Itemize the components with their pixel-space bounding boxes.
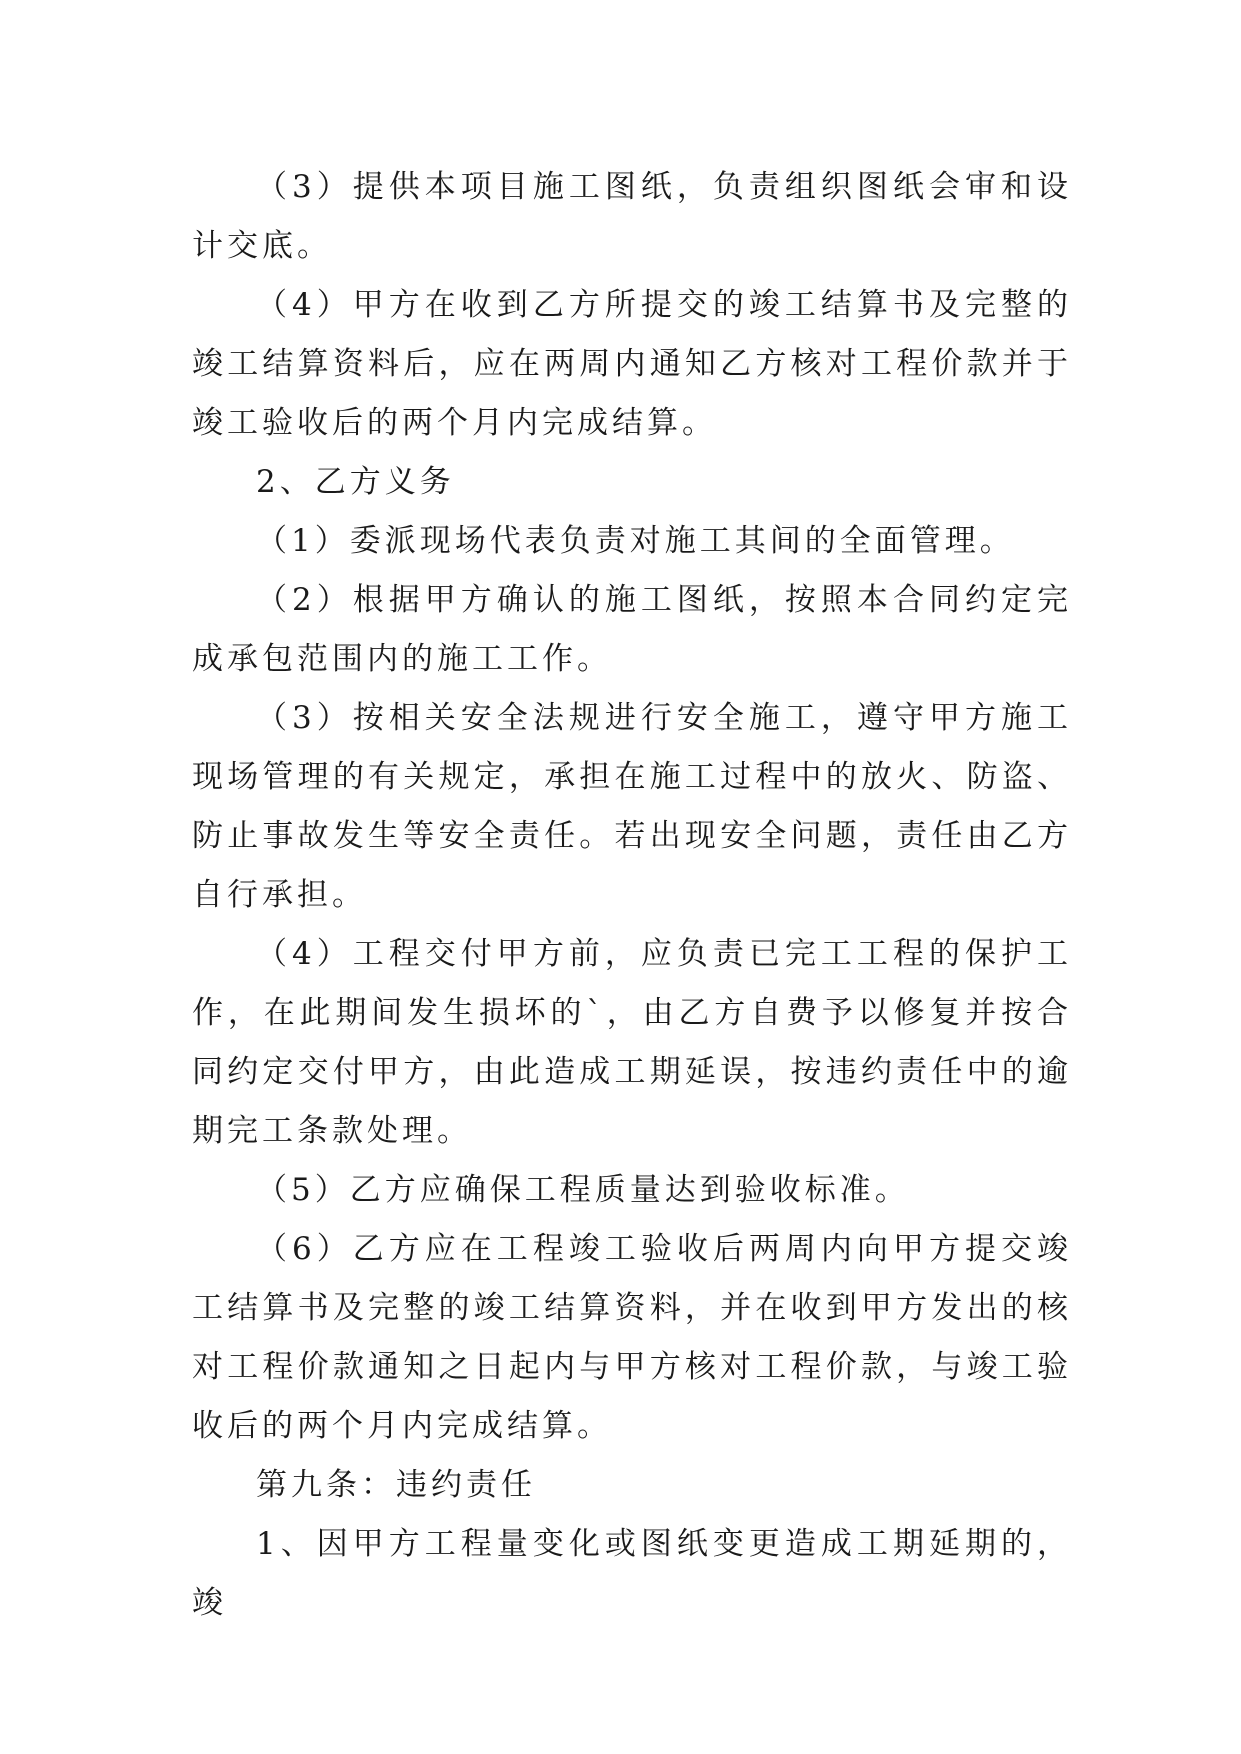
- paragraph-party-b-3: （3）按相关安全法规进行安全施工，遵守甲方施工现场管理的有关规定，承担在施工过程中的放火、防盗、防止事故发生等安全责任。若出现安全问题，责任由乙方自行承担。: [192, 700, 1072, 913]
- document-body: [192, 158, 1072, 1633]
- paragraph-party-b-2: （2）根据甲方确认的施工图纸，按照本合同约定完成承包范围内的施工工作。: [192, 582, 1072, 677]
- paragraph-party-a-4: （4）甲方在收到乙方所提交的竣工结算书及完整的竣工结算资料后，应在两周内通知乙方核对工程价款并于竣工验收后的两个月内完成结算。: [192, 287, 1072, 441]
- paragraph-party-b-5: （5）乙方应确保工程质量达到验收标准。: [256, 1172, 910, 1208]
- paragraph-party-a-3: （3）提供本项目施工图纸，负责组织图纸会审和设计交底。: [192, 169, 1072, 264]
- article-heading-breach-liability: 第九条：违约责任: [256, 1467, 536, 1503]
- section-heading-party-b-obligations: 2、乙方义务: [256, 464, 455, 500]
- paragraph-party-b-4: （4）工程交付甲方前，应负责已完工工程的保护工作，在此期间发生损坏的`，由乙方自费予以修复并按合同约定交付甲方，由此造成工期延误，按违约责任中的逾期完工条款处理。: [192, 936, 1072, 1149]
- paragraph-party-b-6: （6）乙方应在工程竣工验收后两周内向甲方提交竣工结算书及完整的竣工结算资料，并在收到甲方发出的核对工程价款通知之日起内与甲方核对工程价款，与竣工验收后的两个月内完成结算。: [192, 1231, 1072, 1444]
- paragraph-breach-1: 1、因甲方工程量变化或图纸变更造成工期延期的，竣: [192, 1526, 1072, 1621]
- paragraph-party-b-1: （1）委派现场代表负责对施工其间的全面管理。: [256, 523, 1015, 559]
